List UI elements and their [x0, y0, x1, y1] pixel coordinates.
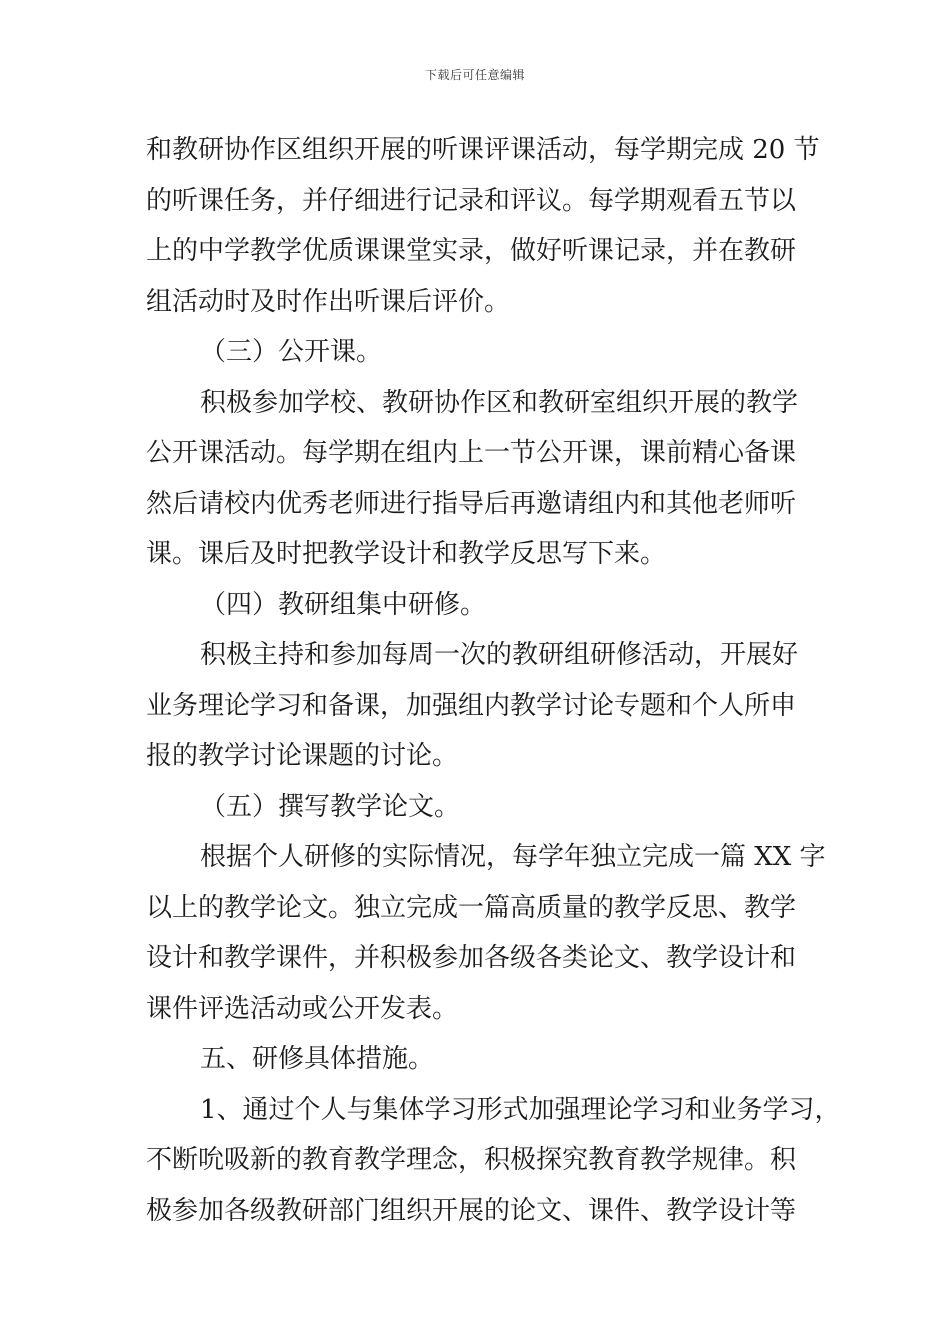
paragraph-line: 业务理论学习和备课，加强组内教学讨论专题和个人所申: [146, 690, 797, 721]
paragraph-line: 不断吮吸新的教育教学理念，积极探究教育教学规律。积: [146, 1145, 797, 1175]
paragraph-line: 1、通过个人与集体学习形式加强理论学习和业务学习，: [200, 1094, 841, 1125]
paragraph-line: 上的中学教学优质课课堂实录，做好听课记录，并在教研: [146, 236, 797, 266]
paragraph-line: 然后请校内优秀老师进行指导后再邀请组内和其他老师听: [146, 488, 797, 519]
section-heading: 五、研修具体措施。: [200, 1044, 435, 1074]
section-heading: （三）公开课。: [200, 337, 383, 367]
section-heading: （四）教研组集中研修。: [200, 589, 487, 620]
section-heading: （五）撰写教学论文。: [200, 791, 461, 822]
header-note: 下载后可任意编辑: [424, 68, 525, 82]
paragraph-line: 的听课任务，并仔细进行记录和评议。每学期观看五节以: [146, 185, 797, 216]
paragraph-line: 设计和教学课件，并积极参加各级各类论文、教学设计和: [146, 943, 797, 973]
paragraph-line: 和教研协作区组织开展的听课评课活动，每学期完成 20 节: [146, 135, 820, 165]
paragraph-line: 极参加各级教研部门组织开展的论文、课件、教学设计等: [146, 1195, 797, 1226]
paragraph-line: 以上的教学论文。独立完成一篇高质量的教学反思、教学: [146, 892, 797, 923]
document-body: [146, 125, 841, 1236]
paragraph-line: 根据个人研修的实际情况，每学年独立完成一篇 XX 字: [200, 842, 826, 872]
paragraph-line: 积极主持和参加每周一次的教研组研修活动，开展好: [200, 640, 799, 670]
paragraph-line: 课。课后及时把教学设计和教学反思写下来。: [146, 539, 667, 569]
paragraph-line: 课件评选活动或公开发表。: [146, 993, 459, 1024]
paragraph-line: 公开课活动。每学期在组内上一节公开课，课前精心备课: [146, 438, 797, 468]
paragraph-line: 积极参加学校、教研协作区和教研室组织开展的教学: [200, 387, 799, 418]
paragraph-line: 报的教学讨论课题的讨论。: [146, 741, 459, 771]
paragraph-line: 组活动时及时作出听课后评价。: [146, 286, 511, 317]
